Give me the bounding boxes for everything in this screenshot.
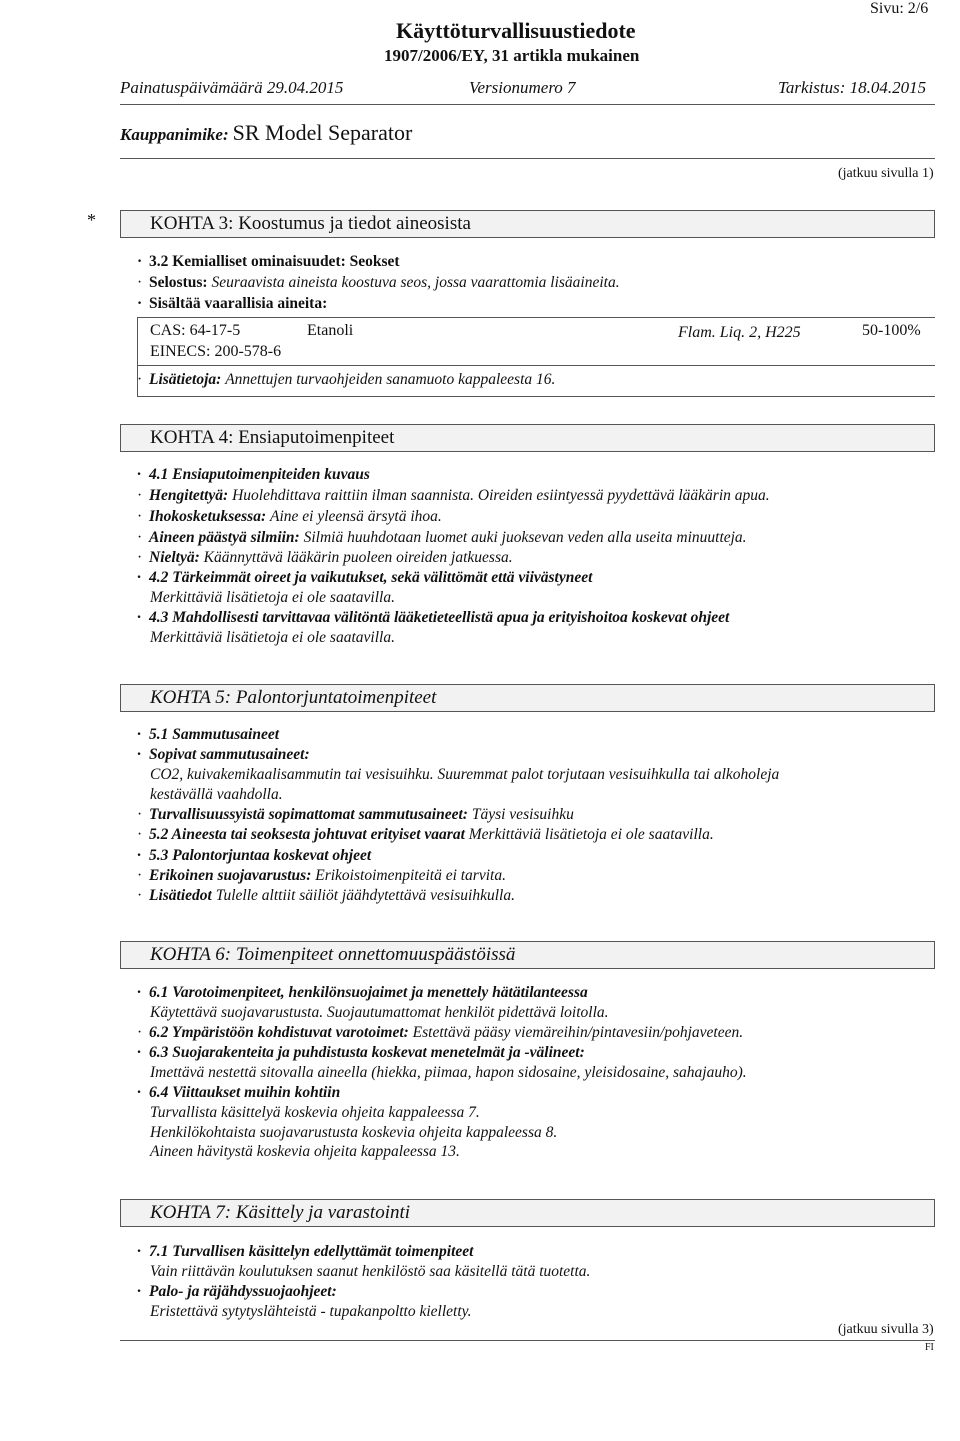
s3-line-2: · Selostus: Seuraavista aineista koostuva seos, jossa vaarattomia lisäaineita.	[137, 274, 620, 291]
s3-line-1: · 3.2 Kemialliset ominaisuudet: Seokset	[137, 253, 400, 270]
s6-line-4-b: Henkilökohtaista suojavarustusta koskevia ohjeita kappaleessa 8.	[150, 1124, 558, 1141]
s4-line-6: · 4.2 Tärkeimmät oireet ja vaikutukset, sekä välittömät että viivästyneet	[137, 569, 593, 586]
s5-line-5: · 5.3 Palontorjuntaa koskevat ohjeet	[137, 847, 372, 864]
trade-name-value: SR Model Separator	[232, 120, 413, 145]
section-4-title: KOHTA 4: Ensiaputoimenpiteet	[150, 427, 395, 448]
s5-line-3: · Turvallisuussyistä sopimattomat sammutusaineet: Täysi vesisuihku	[137, 806, 574, 823]
s4-line-6-text: Merkittäviä lisätietoja ei ole saatavilla.	[150, 589, 395, 606]
trade-name-divider	[120, 158, 935, 159]
s7-line-2: · Palo- ja räjähdyssuojaohjeet:	[137, 1283, 337, 1300]
hazard-classification: Flam. Liq. 2, H225	[678, 324, 801, 341]
section-6-title: KOHTA 6: Toimenpiteet onnettomuuspäästöissä	[150, 944, 516, 965]
revision-date: Tarkistus: 18.04.2015	[778, 78, 927, 97]
s5-line-7: · Lisätiedot Tulelle alttiit säiliöt jäähdytettävä vesisuihkulla.	[137, 887, 515, 904]
section-5-title: KOHTA 5: Palontorjuntatoimenpiteet	[150, 687, 437, 708]
s6-line-2: · 6.2 Ympäristöön kohdistuvat varotoimet: Estettävä pääsy viemäreihin/pintavesiin/pohjaveteen.	[137, 1024, 744, 1041]
s4-line-1: · 4.1 Ensiaputoimenpiteiden kuvaus	[137, 466, 370, 483]
s4-line-4: · Aineen päästyä silmiin: Silmiä huuhdotaan luomet auki juoksevan veden alla useita minuutteja.	[137, 529, 747, 546]
s4-line-3: · Ihokosketuksessa: Aine ei yleensä ärsytä ihoa.	[137, 508, 442, 525]
document-title: Käyttöturvallisuustiedote	[396, 18, 636, 43]
continued-to: (jatkuu sivulla 3)	[838, 1322, 934, 1337]
cas-number: CAS: 64-17-5	[150, 322, 241, 339]
s5-line-2: · Sopivat sammutusaineet:	[137, 746, 310, 763]
revision-marker: *	[87, 210, 96, 230]
s6-line-4-a: Turvallista käsittelyä koskevia ohjeita kappaleessa 7.	[150, 1104, 480, 1121]
s5-line-2-text-a: CO2, kuivakemikaalisammutin tai vesisuihku. Suuremmat palot torjutaan vesisuihkulla tai alkoholeja	[150, 766, 780, 783]
section-7-title: KOHTA 7: Käsittely ja varastointi	[150, 1202, 411, 1223]
s7-line-1-text: Vain riittävän koulutuksen saanut henkilöstö saa käsitellä tätä tuotetta.	[150, 1263, 591, 1280]
concentration: 50-100%	[862, 322, 921, 339]
s4-line-7-text: Merkittäviä lisätietoja ei ole saatavilla.	[150, 629, 395, 646]
s5-line-6: · Erikoinen suojavarustus: Erikoistoimenpiteitä ei tarvita.	[137, 867, 506, 884]
footer-divider	[120, 1340, 935, 1341]
s3-line-4: · Lisätietoja: Annettujen turvaohjeiden sanamuoto kappaleesta 16.	[137, 371, 556, 388]
s4-line-5: · Nieltyä: Käännyttävä lääkärin puoleen oireiden jatkuessa.	[137, 549, 513, 566]
einecs-number: EINECS: 200-578-6	[150, 343, 282, 360]
s4-line-2: · Hengitettyä: Huolehdittava raittiin ilman saannista. Oireiden esiintyessä pyydettävä lääkärin apua.	[137, 487, 770, 504]
s6-line-4: · 6.4 Viittaukset muihin kohtiin	[137, 1084, 341, 1101]
s6-line-4-c: Aineen hävitystä koskevia ohjeita kappaleessa 13.	[150, 1143, 460, 1160]
print-date: Painatuspäivämäärä 29.04.2015	[120, 78, 344, 97]
s6-line-3: · 6.3 Suojarakenteita ja puhdistusta koskevat menetelmät ja -välineet:	[137, 1044, 585, 1061]
trade-name-label: Kauppanimike:	[120, 125, 229, 144]
s7-line-2-text: Eristettävä sytytyslähteistä - tupakanpoltto kielletty.	[150, 1303, 472, 1320]
continued-from: (jatkuu sivulla 1)	[838, 166, 934, 181]
language-code: FI	[925, 1342, 934, 1353]
s5-line-4: · 5.2 Aineesta tai seoksesta johtuvat erityiset vaarat Merkittäviä lisätietoja ei ole saatavilla.	[137, 826, 714, 843]
document-subtitle: 1907/2006/EY, 31 artikla mukainen	[384, 46, 640, 65]
s5-line-2-text-b: kestävällä vaahdolla.	[150, 786, 283, 803]
table-row-divider	[137, 365, 935, 366]
section-3-title: KOHTA 3: Koostumus ja tiedot aineosista	[150, 213, 471, 234]
s6-line-1-text: Käytettävä suojavarustusta. Suojautumattomat henkilöt pidettävä loitolla.	[150, 1004, 609, 1021]
version-number: Versionumero 7	[469, 78, 576, 97]
s4-line-7: · 4.3 Mahdollisesti tarvittavaa välitöntä lääketieteellistä apua ja erityishoitoa koskevat ohjeet	[137, 609, 730, 626]
s7-line-1: · 7.1 Turvallisen käsittelyn edellyttämät toimenpiteet	[137, 1243, 474, 1260]
s5-line-1: · 5.1 Sammutusaineet	[137, 726, 280, 743]
s6-line-1: · 6.1 Varotoimenpiteet, henkilönsuojaimet ja menettely hätätilanteessa	[137, 984, 588, 1001]
trade-name	[120, 120, 412, 146]
s6-line-3-text: Imettävä nestettä sitovalla aineella (hiekka, piimaa, hapon sidosaine, yleisidosaine, sahajauho).	[150, 1064, 747, 1081]
s3-line-3: · Sisältää vaarallisia aineita:	[137, 295, 328, 312]
header-divider	[120, 104, 935, 105]
substance-name: Etanoli	[307, 322, 354, 339]
page-number: Sivu: 2/6	[870, 0, 929, 17]
